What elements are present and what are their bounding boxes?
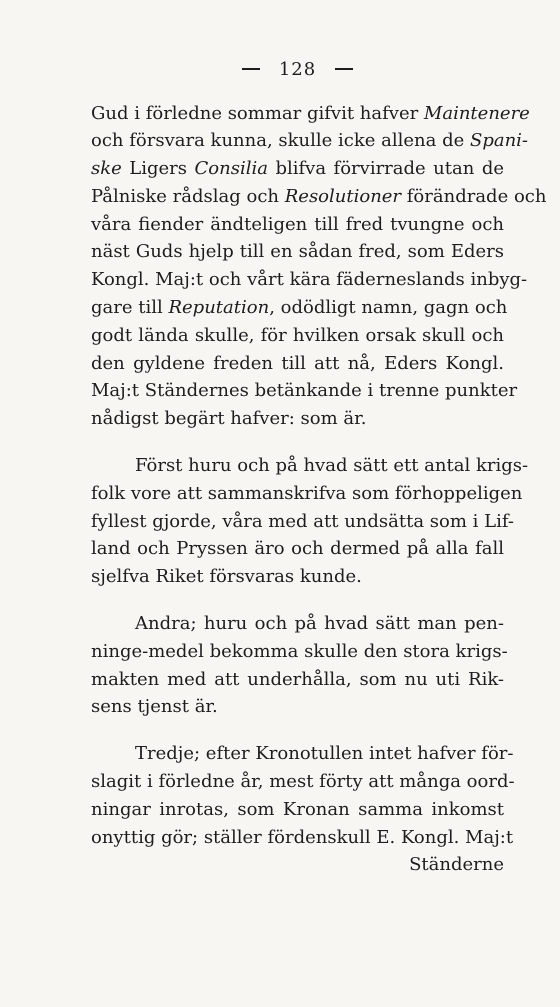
paragraph-3 bbox=[91, 610, 508, 721]
text-line: Först huru och på hvad sätt ett antal krigs- bbox=[135, 455, 529, 477]
text-line: nådigst begärt hafver: som är. bbox=[91, 408, 367, 430]
text-line: godt lända skulle, för hvilken orsak skull och bbox=[91, 324, 504, 346]
text-line: onyttig gör; ställer fördenskull E. Kongl. Maj:t bbox=[91, 826, 514, 848]
paragraph-1 bbox=[91, 100, 547, 434]
text-line: Tredje; efter Kronotullen intet hafver för- bbox=[135, 743, 514, 765]
catchword: Ständerne bbox=[409, 854, 504, 876]
running-head bbox=[91, 58, 504, 80]
paragraph-2 bbox=[91, 452, 529, 591]
text-line: Gud i förledne sommar gifvit hafver Maintenere bbox=[91, 102, 530, 124]
text-line: Maj:t Ständernes betänkande i trenne punkter bbox=[91, 380, 518, 402]
text-line: Kongl. Maj:t och vårt kära fäderneslands inbyg- bbox=[91, 269, 528, 291]
text-line: våra fiender ändteligen till fred tvungne och bbox=[91, 213, 504, 235]
text-line: sjelfva Riket försvaras kunde. bbox=[91, 566, 362, 588]
text-line: sens tjenst är. bbox=[91, 696, 218, 718]
text-line: land och Pryssen äro och dermed på alla fall bbox=[91, 538, 504, 560]
text-line: gare till Reputation, odödligt namn, gagn och bbox=[91, 297, 508, 319]
text-line: ninge-medel bekomma skulle den stora krigs- bbox=[91, 640, 508, 662]
text-line: den gyldene freden till att nå, Eders Kongl. bbox=[91, 352, 504, 374]
left-dash bbox=[242, 68, 260, 70]
right-dash bbox=[335, 68, 353, 70]
text-line: makten med att underhålla, som nu uti Rik- bbox=[91, 668, 504, 690]
text-line: ningar inrotas, som Kronan samma inkomst bbox=[91, 798, 504, 820]
text-line: Andra; huru och på hvad sätt man pen- bbox=[135, 613, 504, 635]
text-line: näst Guds hjelp till en sådan fred, som Eders bbox=[91, 241, 504, 263]
text-line: Pålniske rådslag och Resolutioner förändrade och bbox=[91, 185, 547, 207]
page-number: 128 bbox=[278, 58, 317, 80]
text-line: ske Ligers Consilia blifva förvirrade utan de bbox=[91, 158, 504, 180]
text-line: och försvara kunna, skulle icke allena de Spani- bbox=[91, 130, 529, 152]
text-line: fyllest gjorde, våra med att undsätta som i Lif- bbox=[91, 510, 514, 532]
text-line: slagit i förledne år, mest förty att många oord- bbox=[91, 771, 515, 793]
text-line: folk vore att sammanskrifva som förhoppeligen bbox=[91, 482, 523, 504]
paragraph-4 bbox=[91, 740, 515, 879]
